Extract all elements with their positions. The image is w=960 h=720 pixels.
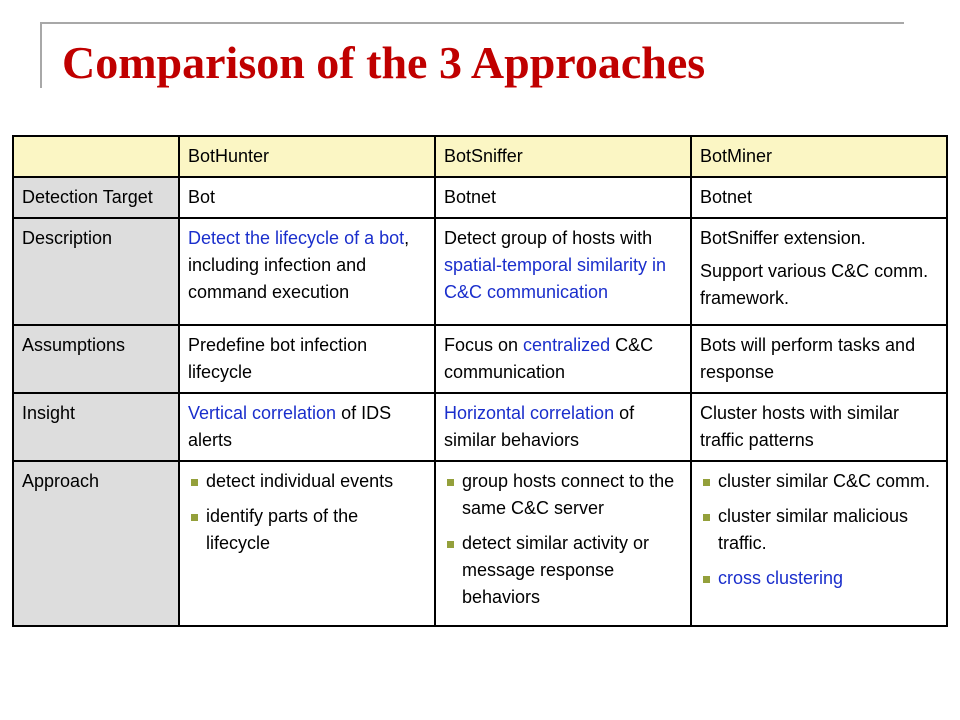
cell-text: C&C communication bbox=[444, 335, 654, 382]
cell-botsniffer-description bbox=[435, 218, 691, 325]
header-row bbox=[13, 136, 947, 177]
bullet-item bbox=[700, 503, 938, 557]
cell-bothunter-detection-target bbox=[179, 177, 435, 218]
cell-line: Support various C&C comm. framework. bbox=[700, 261, 929, 308]
row-label-insight: Insight bbox=[13, 393, 179, 461]
bullet-item bbox=[444, 530, 682, 611]
highlighted-text: cross clustering bbox=[718, 568, 844, 588]
cell-botminer-detection-target bbox=[691, 177, 947, 218]
cell-bothunter-approach bbox=[179, 461, 435, 626]
bullet-item bbox=[444, 468, 682, 522]
highlighted-text: spatial-temporal similarity in C&C communication bbox=[444, 255, 667, 302]
cell-text: of IDS alerts bbox=[188, 403, 392, 450]
bullet-item bbox=[700, 565, 938, 592]
header-bothunter: BotHunter bbox=[179, 136, 435, 177]
highlighted-text: Horizontal correlation bbox=[444, 403, 615, 423]
bullet-list bbox=[444, 468, 682, 611]
cell-text: Focus on bbox=[444, 335, 524, 355]
highlighted-text: centralized bbox=[523, 335, 611, 355]
bullet-list bbox=[700, 468, 938, 592]
cell-text: group hosts connect to the same C&C server bbox=[462, 471, 675, 518]
cell-text: Botnet bbox=[700, 187, 753, 207]
cell-text: Predefine bot infection lifecycle bbox=[188, 335, 368, 382]
cell-bothunter-insight bbox=[179, 393, 435, 461]
bullet-list bbox=[188, 468, 426, 557]
row-label-detection-target: Detection Target bbox=[13, 177, 179, 218]
cell-botsniffer-insight bbox=[435, 393, 691, 461]
cell-line: BotSniffer extension. bbox=[700, 228, 866, 248]
cell-text: of similar behaviors bbox=[444, 403, 635, 450]
cell-text: Botnet bbox=[444, 187, 497, 207]
left-rule bbox=[40, 22, 42, 88]
cell-bothunter-assumptions bbox=[179, 325, 435, 393]
cell-text: identify parts of the lifecycle bbox=[206, 506, 359, 553]
row-approach bbox=[13, 461, 947, 626]
cell-text: Detect group of hosts with bbox=[444, 228, 653, 248]
cell-text: Bots will perform tasks and response bbox=[700, 335, 916, 382]
header-botsniffer: BotSniffer bbox=[435, 136, 691, 177]
cell-text: cluster similar C&C comm. bbox=[718, 471, 931, 491]
bullet-item bbox=[188, 468, 426, 495]
header-botminer: BotMiner bbox=[691, 136, 947, 177]
highlighted-text: Vertical correlation bbox=[188, 403, 337, 423]
cell-botminer-assumptions bbox=[691, 325, 947, 393]
cell-text: , including infection and command execution bbox=[188, 228, 410, 302]
row-detection-target bbox=[13, 177, 947, 218]
row-label-approach: Approach bbox=[13, 461, 179, 626]
cell-text: cluster similar malicious traffic. bbox=[718, 506, 909, 553]
cell-botminer-insight bbox=[691, 393, 947, 461]
row-assumptions bbox=[13, 325, 947, 393]
row-description bbox=[13, 218, 947, 325]
bullet-item bbox=[700, 468, 938, 495]
bullet-item bbox=[188, 503, 426, 557]
cell-botsniffer-detection-target bbox=[435, 177, 691, 218]
top-rule bbox=[40, 22, 904, 24]
cell-text: Cluster hosts with similar traffic patterns bbox=[700, 403, 900, 450]
cell-botsniffer-assumptions bbox=[435, 325, 691, 393]
row-label-description: Description bbox=[13, 218, 179, 325]
cell-text: detect similar activity or message response behaviors bbox=[462, 533, 650, 607]
comparison-table bbox=[12, 135, 948, 627]
cell-bothunter-description bbox=[179, 218, 435, 325]
header-corner-cell bbox=[13, 136, 179, 177]
row-label-assumptions: Assumptions bbox=[13, 325, 179, 393]
highlighted-text: Detect the lifecycle of a bot bbox=[188, 228, 405, 248]
row-insight bbox=[13, 393, 947, 461]
cell-botsniffer-approach bbox=[435, 461, 691, 626]
cell-botminer-approach bbox=[691, 461, 947, 626]
slide-title: Comparison of the 3 Approaches bbox=[62, 37, 706, 88]
cell-text: Bot bbox=[188, 187, 216, 207]
cell-botminer-description bbox=[691, 218, 947, 325]
cell-text: detect individual events bbox=[206, 471, 394, 491]
